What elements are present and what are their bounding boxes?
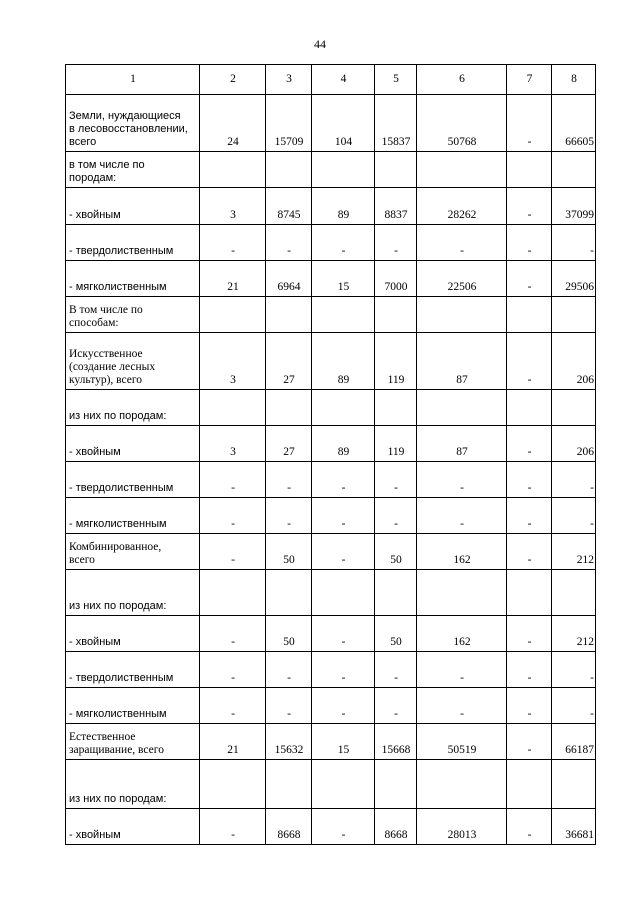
cell-col-8: - — [552, 688, 596, 724]
column-header-6: 6 — [417, 65, 507, 95]
cell-col-6: 87 — [417, 426, 507, 462]
row-label: в том числе по породам: — [66, 152, 200, 188]
cell-col-2: 3 — [200, 188, 266, 225]
cell-col-8: 66605 — [552, 95, 596, 152]
row-label: - мягколиственным — [66, 498, 200, 534]
cell-col-3 — [266, 390, 312, 426]
cell-col-7: - — [507, 498, 552, 534]
row-label: Естественное заращивание, всего — [66, 724, 200, 760]
cell-col-4: 89 — [312, 188, 375, 225]
cell-col-7 — [507, 760, 552, 809]
cell-col-5: 50 — [375, 616, 417, 652]
cell-col-2: 21 — [200, 261, 266, 297]
cell-col-6 — [417, 570, 507, 616]
table-row — [66, 688, 596, 724]
cell-col-3 — [266, 297, 312, 333]
column-header-1: 1 — [66, 65, 200, 95]
cell-col-6: 22506 — [417, 261, 507, 297]
cell-col-7: - — [507, 724, 552, 760]
table-row — [66, 809, 596, 845]
table-row — [66, 225, 596, 261]
cell-col-3: 8668 — [266, 809, 312, 845]
cell-col-4: 89 — [312, 426, 375, 462]
cell-col-7: - — [507, 261, 552, 297]
cell-col-5: 119 — [375, 333, 417, 390]
cell-col-7: - — [507, 426, 552, 462]
cell-col-6 — [417, 390, 507, 426]
row-label: из них по породам: — [66, 760, 200, 809]
cell-col-4: - — [312, 688, 375, 724]
row-label: Искусственное (создание лесных культур), всего — [66, 333, 200, 390]
table-row — [66, 498, 596, 534]
table-row — [66, 760, 596, 809]
cell-col-2: 24 — [200, 95, 266, 152]
cell-col-6 — [417, 297, 507, 333]
cell-col-4 — [312, 152, 375, 188]
cell-col-2 — [200, 760, 266, 809]
cell-col-7: - — [507, 616, 552, 652]
cell-col-8: - — [552, 462, 596, 498]
cell-col-4: 89 — [312, 333, 375, 390]
cell-col-4: 15 — [312, 261, 375, 297]
cell-col-4: 104 — [312, 95, 375, 152]
cell-col-4: 15 — [312, 724, 375, 760]
cell-col-5 — [375, 297, 417, 333]
cell-col-8: 66187 — [552, 724, 596, 760]
cell-col-4 — [312, 570, 375, 616]
cell-col-4: - — [312, 462, 375, 498]
column-header-4: 4 — [312, 65, 375, 95]
cell-col-5 — [375, 390, 417, 426]
table-row — [66, 462, 596, 498]
column-header-8: 8 — [552, 65, 596, 95]
column-header-5: 5 — [375, 65, 417, 95]
cell-col-6: - — [417, 652, 507, 688]
row-label: из них по породам: — [66, 390, 200, 426]
column-header-7: 7 — [507, 65, 552, 95]
cell-col-7: - — [507, 188, 552, 225]
cell-col-5: - — [375, 225, 417, 261]
cell-col-8: 36681 — [552, 809, 596, 845]
cell-col-5: 7000 — [375, 261, 417, 297]
table-row — [66, 652, 596, 688]
cell-col-4: - — [312, 534, 375, 570]
row-label: - хвойным — [66, 809, 200, 845]
cell-col-2: 3 — [200, 333, 266, 390]
cell-col-6: 87 — [417, 333, 507, 390]
cell-col-4: - — [312, 225, 375, 261]
cell-col-5: 119 — [375, 426, 417, 462]
cell-col-5: - — [375, 688, 417, 724]
cell-col-8 — [552, 297, 596, 333]
cell-col-7: - — [507, 688, 552, 724]
cell-col-3: 50 — [266, 534, 312, 570]
cell-col-5: - — [375, 462, 417, 498]
cell-col-6: - — [417, 462, 507, 498]
cell-col-4: - — [312, 809, 375, 845]
table-row — [66, 333, 596, 390]
cell-col-6 — [417, 152, 507, 188]
table-row — [66, 426, 596, 462]
column-header-2: 2 — [200, 65, 266, 95]
cell-col-4 — [312, 390, 375, 426]
row-label: - хвойным — [66, 616, 200, 652]
cell-col-8: - — [552, 225, 596, 261]
cell-col-8 — [552, 760, 596, 809]
page-number: 44 — [314, 37, 326, 51]
cell-col-2 — [200, 297, 266, 333]
cell-col-8: 37099 — [552, 188, 596, 225]
cell-col-2: - — [200, 652, 266, 688]
table-header-row — [66, 65, 596, 95]
cell-col-8: 212 — [552, 534, 596, 570]
cell-col-4: - — [312, 616, 375, 652]
table-row — [66, 534, 596, 570]
cell-col-5: 15837 — [375, 95, 417, 152]
cell-col-2: - — [200, 688, 266, 724]
cell-col-3: - — [266, 462, 312, 498]
cell-col-3: - — [266, 225, 312, 261]
cell-col-7: - — [507, 534, 552, 570]
row-label: В том числе по способам: — [66, 297, 200, 333]
cell-col-3: - — [266, 688, 312, 724]
cell-col-5: 8668 — [375, 809, 417, 845]
cell-col-5 — [375, 152, 417, 188]
cell-col-2: 21 — [200, 724, 266, 760]
cell-col-8: 29506 — [552, 261, 596, 297]
row-label: из них по породам: — [66, 570, 200, 616]
cell-col-6: 162 — [417, 616, 507, 652]
cell-col-3 — [266, 760, 312, 809]
cell-col-3 — [266, 570, 312, 616]
cell-col-3: 27 — [266, 426, 312, 462]
cell-col-6: - — [417, 498, 507, 534]
cell-col-8 — [552, 570, 596, 616]
cell-col-5: - — [375, 652, 417, 688]
cell-col-5 — [375, 570, 417, 616]
cell-col-3: - — [266, 498, 312, 534]
cell-col-8: - — [552, 652, 596, 688]
cell-col-8: 212 — [552, 616, 596, 652]
cell-col-7: - — [507, 225, 552, 261]
cell-col-7: - — [507, 809, 552, 845]
cell-col-6: 162 — [417, 534, 507, 570]
cell-col-3: 8745 — [266, 188, 312, 225]
cell-col-5: - — [375, 498, 417, 534]
row-label: - твердолиственным — [66, 462, 200, 498]
cell-col-3: - — [266, 652, 312, 688]
cell-col-7: - — [507, 652, 552, 688]
cell-col-7: - — [507, 333, 552, 390]
cell-col-2: 3 — [200, 426, 266, 462]
cell-col-3: 50 — [266, 616, 312, 652]
cell-col-7: - — [507, 95, 552, 152]
cell-col-7: - — [507, 462, 552, 498]
table-row — [66, 297, 596, 333]
cell-col-8: 206 — [552, 333, 596, 390]
cell-col-3: 15632 — [266, 724, 312, 760]
row-label: - твердолиственным — [66, 652, 200, 688]
cell-col-5 — [375, 760, 417, 809]
table-row — [66, 152, 596, 188]
row-label: - хвойным — [66, 188, 200, 225]
cell-col-2: - — [200, 225, 266, 261]
cell-col-2: - — [200, 462, 266, 498]
cell-col-4: - — [312, 498, 375, 534]
cell-col-4 — [312, 297, 375, 333]
cell-col-2: - — [200, 809, 266, 845]
cell-col-8: 206 — [552, 426, 596, 462]
row-label: - мягколиственным — [66, 261, 200, 297]
table-row — [66, 570, 596, 616]
cell-col-3: 6964 — [266, 261, 312, 297]
cell-col-6: - — [417, 688, 507, 724]
cell-col-6: - — [417, 225, 507, 261]
cell-col-6: 50768 — [417, 95, 507, 152]
table-row — [66, 261, 596, 297]
table-row — [66, 188, 596, 225]
cell-col-7 — [507, 570, 552, 616]
cell-col-2 — [200, 570, 266, 616]
forest-restoration-table — [65, 64, 596, 845]
row-label: - твердолиственным — [66, 225, 200, 261]
cell-col-6 — [417, 760, 507, 809]
cell-col-5: 50 — [375, 534, 417, 570]
cell-col-5: 15668 — [375, 724, 417, 760]
cell-col-7 — [507, 390, 552, 426]
cell-col-2 — [200, 390, 266, 426]
cell-col-2: - — [200, 534, 266, 570]
cell-col-5: 8837 — [375, 188, 417, 225]
row-label: Земли, нуждающиеся в лесовосстановлении, всего — [66, 95, 200, 152]
table-row — [66, 616, 596, 652]
row-label: - мягколиственным — [66, 688, 200, 724]
cell-col-6: 50519 — [417, 724, 507, 760]
cell-col-7 — [507, 297, 552, 333]
cell-col-2: - — [200, 498, 266, 534]
cell-col-6: 28013 — [417, 809, 507, 845]
cell-col-8 — [552, 152, 596, 188]
cell-col-2 — [200, 152, 266, 188]
table-body — [66, 95, 596, 845]
table-row — [66, 390, 596, 426]
row-label: - хвойным — [66, 426, 200, 462]
cell-col-8 — [552, 390, 596, 426]
table-row — [66, 724, 596, 760]
cell-col-4: - — [312, 652, 375, 688]
row-label: Комбинированное, всего — [66, 534, 200, 570]
cell-col-8: - — [552, 498, 596, 534]
cell-col-3 — [266, 152, 312, 188]
cell-col-4 — [312, 760, 375, 809]
cell-col-7 — [507, 152, 552, 188]
cell-col-3: 27 — [266, 333, 312, 390]
cell-col-3: 15709 — [266, 95, 312, 152]
table-row — [66, 95, 596, 152]
cell-col-2: - — [200, 616, 266, 652]
cell-col-6: 28262 — [417, 188, 507, 225]
column-header-3: 3 — [266, 65, 312, 95]
